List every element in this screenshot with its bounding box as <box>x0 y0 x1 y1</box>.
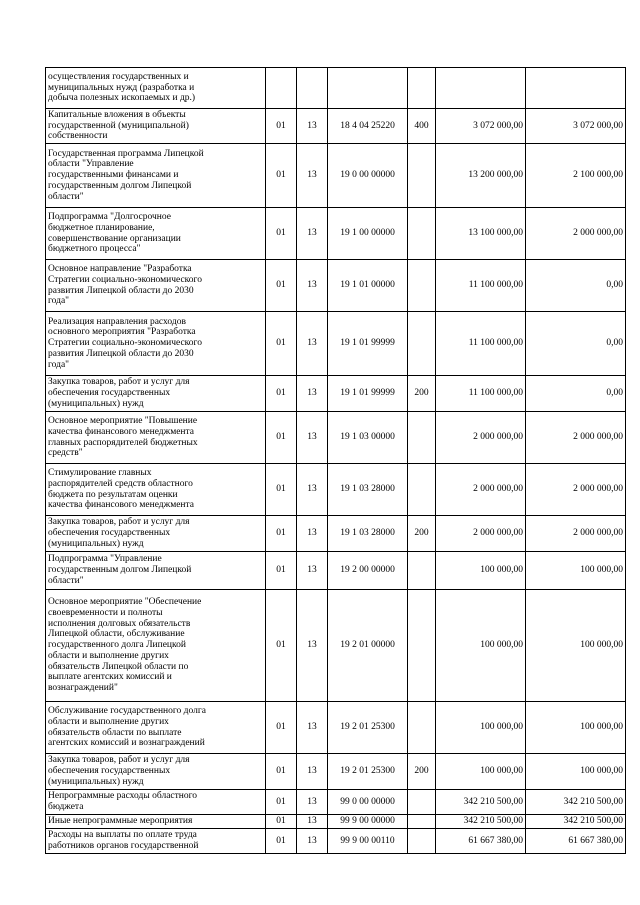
row-name-cell: Подпрограмма "Долгосрочное бюджетное планирование, совершенствование организации бюджетного процесса" <box>46 208 266 260</box>
table-body <box>46 68 626 854</box>
section-code-cell: 01 <box>266 376 297 412</box>
amount-year2-cell: 2 000 000,00 <box>526 516 626 552</box>
table-row <box>46 109 626 144</box>
table-row <box>46 464 626 516</box>
subsection-code-cell: 13 <box>297 260 328 312</box>
section-code-cell: 01 <box>266 754 297 790</box>
amount-year2-cell: 2 000 000,00 <box>526 464 626 516</box>
amount-year1-cell: 11 100 000,00 <box>436 376 526 412</box>
target-article-cell: 19 2 01 00000 <box>328 590 408 702</box>
expense-type-cell <box>408 144 436 208</box>
amount-year1-cell <box>436 68 526 109</box>
amount-year2-cell: 3 072 000,00 <box>526 109 626 144</box>
amount-year2-cell: 100 000,00 <box>526 590 626 702</box>
target-article-cell: 18 4 04 25220 <box>328 109 408 144</box>
section-code-cell: 01 <box>266 516 297 552</box>
subsection-code-cell <box>297 68 328 109</box>
table-row <box>46 829 626 854</box>
subsection-code-cell: 13 <box>297 552 328 590</box>
amount-year2-cell: 342 210 500,00 <box>526 790 626 815</box>
row-name-cell: Основное мероприятие "Повышение качества финансового менеджмента главных распорядителей бюджетных средств" <box>46 412 266 464</box>
subsection-code-cell: 13 <box>297 109 328 144</box>
subsection-code-cell: 13 <box>297 412 328 464</box>
table-row <box>46 702 626 754</box>
section-code-cell: 01 <box>266 702 297 754</box>
subsection-code-cell: 13 <box>297 516 328 552</box>
row-name-cell: Закупка товаров, работ и услуг для обеспечения государственных (муниципальных) нужд <box>46 376 266 412</box>
subsection-code-cell: 13 <box>297 815 328 829</box>
table-row <box>46 412 626 464</box>
target-article-cell: 99 0 00 00000 <box>328 790 408 815</box>
subsection-code-cell: 13 <box>297 312 328 376</box>
table-row <box>46 260 626 312</box>
amount-year2-cell: 100 000,00 <box>526 702 626 754</box>
table-row <box>46 312 626 376</box>
subsection-code-cell: 13 <box>297 829 328 854</box>
amount-year2-cell: 100 000,00 <box>526 552 626 590</box>
amount-year2-cell: 342 210 500,00 <box>526 815 626 829</box>
section-code-cell: 01 <box>266 790 297 815</box>
row-name-cell: Реализация направления расходов основного мероприятия "Разработка Стратегии социально-экономического развития Липецкой области до 2030 года" <box>46 312 266 376</box>
row-name-cell: Расходы на выплаты по оплате труда работников органов государственной <box>46 829 266 854</box>
table-row <box>46 552 626 590</box>
amount-year2-cell: 0,00 <box>526 260 626 312</box>
amount-year1-cell: 100 000,00 <box>436 754 526 790</box>
row-name-cell: Иные непрограммные мероприятия <box>46 815 266 829</box>
subsection-code-cell: 13 <box>297 464 328 516</box>
target-article-cell <box>328 68 408 109</box>
expense-type-cell <box>408 590 436 702</box>
amount-year1-cell: 61 667 380,00 <box>436 829 526 854</box>
table-row <box>46 754 626 790</box>
expense-type-cell <box>408 829 436 854</box>
section-code-cell: 01 <box>266 312 297 376</box>
subsection-code-cell: 13 <box>297 790 328 815</box>
section-code-cell: 01 <box>266 552 297 590</box>
target-article-cell: 19 2 01 25300 <box>328 754 408 790</box>
row-name-cell: Закупка товаров, работ и услуг для обеспечения государственных (муниципальных) нужд <box>46 754 266 790</box>
amount-year2-cell: 2 000 000,00 <box>526 412 626 464</box>
budget-table <box>45 67 626 854</box>
amount-year1-cell: 100 000,00 <box>436 552 526 590</box>
amount-year1-cell: 100 000,00 <box>436 702 526 754</box>
expense-type-cell <box>408 702 436 754</box>
section-code-cell: 01 <box>266 464 297 516</box>
table-row <box>46 68 626 109</box>
amount-year2-cell: 2 000 000,00 <box>526 208 626 260</box>
target-article-cell: 19 1 03 28000 <box>328 464 408 516</box>
amount-year1-cell: 342 210 500,00 <box>436 790 526 815</box>
amount-year1-cell: 11 100 000,00 <box>436 260 526 312</box>
target-article-cell: 19 1 03 28000 <box>328 516 408 552</box>
amount-year1-cell: 13 100 000,00 <box>436 208 526 260</box>
row-name-cell: Основное мероприятие "Обеспечение своевременности и полноты исполнения долговых обязательств Липецкой области, обслуживание государственного долга Липецкой области и выполнение других обязательств Липецкой области по выплате агентских комиссий и вознаграждений" <box>46 590 266 702</box>
row-name-cell: Подпрограмма "Управление государственным долгом Липецкой области" <box>46 552 266 590</box>
row-name-cell: Стимулирование главных распорядителей средств областного бюджета по результатам оценки качества финансового менеджмента <box>46 464 266 516</box>
expense-type-cell: 200 <box>408 754 436 790</box>
expense-type-cell <box>408 260 436 312</box>
section-code-cell: 01 <box>266 144 297 208</box>
amount-year1-cell: 3 072 000,00 <box>436 109 526 144</box>
row-name-cell: Капитальные вложения в объекты государственной (муниципальной) собственности <box>46 109 266 144</box>
row-name-cell: Государственная программа Липецкой области "Управление государственными финансами и государственным долгом Липецкой области" <box>46 144 266 208</box>
target-article-cell: 19 1 01 00000 <box>328 260 408 312</box>
section-code-cell: 01 <box>266 829 297 854</box>
subsection-code-cell: 13 <box>297 144 328 208</box>
target-article-cell: 19 2 01 25300 <box>328 702 408 754</box>
target-article-cell: 19 1 01 99999 <box>328 312 408 376</box>
table-row <box>46 790 626 815</box>
subsection-code-cell: 13 <box>297 702 328 754</box>
amount-year2-cell: 2 100 000,00 <box>526 144 626 208</box>
table-row <box>46 815 626 829</box>
amount-year2-cell: 100 000,00 <box>526 754 626 790</box>
expense-type-cell <box>408 208 436 260</box>
row-name-cell: Обслуживание государственного долга области и выполнение других обязательств области по выплате агентских комиссий и вознаграждений <box>46 702 266 754</box>
table-row <box>46 516 626 552</box>
expense-type-cell: 200 <box>408 376 436 412</box>
subsection-code-cell: 13 <box>297 376 328 412</box>
expense-type-cell <box>408 552 436 590</box>
amount-year1-cell: 11 100 000,00 <box>436 312 526 376</box>
target-article-cell: 19 1 03 00000 <box>328 412 408 464</box>
amount-year1-cell: 342 210 500,00 <box>436 815 526 829</box>
expense-type-cell <box>408 312 436 376</box>
target-article-cell: 19 1 00 00000 <box>328 208 408 260</box>
row-name-cell: Закупка товаров, работ и услуг для обеспечения государственных (муниципальных) нужд <box>46 516 266 552</box>
expense-type-cell <box>408 815 436 829</box>
section-code-cell: 01 <box>266 590 297 702</box>
amount-year1-cell: 2 000 000,00 <box>436 464 526 516</box>
target-article-cell: 19 1 01 99999 <box>328 376 408 412</box>
row-name-cell: осуществления государственных и муниципальных нужд (разработка и добыча полезных ископаемых и др.) <box>46 68 266 109</box>
amount-year2-cell: 61 667 380,00 <box>526 829 626 854</box>
amount-year1-cell: 2 000 000,00 <box>436 516 526 552</box>
section-code-cell: 01 <box>266 208 297 260</box>
amount-year2-cell: 0,00 <box>526 376 626 412</box>
amount-year1-cell: 13 200 000,00 <box>436 144 526 208</box>
table-row <box>46 144 626 208</box>
subsection-code-cell: 13 <box>297 208 328 260</box>
amount-year2-cell: 0,00 <box>526 312 626 376</box>
target-article-cell: 19 0 00 00000 <box>328 144 408 208</box>
table-row <box>46 590 626 702</box>
table-row <box>46 376 626 412</box>
expense-type-cell: 200 <box>408 516 436 552</box>
amount-year1-cell: 2 000 000,00 <box>436 412 526 464</box>
expense-type-cell: 400 <box>408 109 436 144</box>
row-name-cell: Основное направление "Разработка Стратегии социально-экономического развития Липецкой области до 2030 года" <box>46 260 266 312</box>
section-code-cell: 01 <box>266 412 297 464</box>
table-row <box>46 208 626 260</box>
amount-year2-cell <box>526 68 626 109</box>
expense-type-cell <box>408 464 436 516</box>
target-article-cell: 99 9 00 00110 <box>328 829 408 854</box>
expense-type-cell <box>408 790 436 815</box>
target-article-cell: 19 2 00 00000 <box>328 552 408 590</box>
section-code-cell: 01 <box>266 815 297 829</box>
section-code-cell: 01 <box>266 260 297 312</box>
section-code-cell: 01 <box>266 109 297 144</box>
expense-type-cell <box>408 68 436 109</box>
subsection-code-cell: 13 <box>297 754 328 790</box>
target-article-cell: 99 9 00 00000 <box>328 815 408 829</box>
section-code-cell <box>266 68 297 109</box>
row-name-cell: Непрограммные расходы областного бюджета <box>46 790 266 815</box>
expense-type-cell <box>408 412 436 464</box>
subsection-code-cell: 13 <box>297 590 328 702</box>
amount-year1-cell: 100 000,00 <box>436 590 526 702</box>
